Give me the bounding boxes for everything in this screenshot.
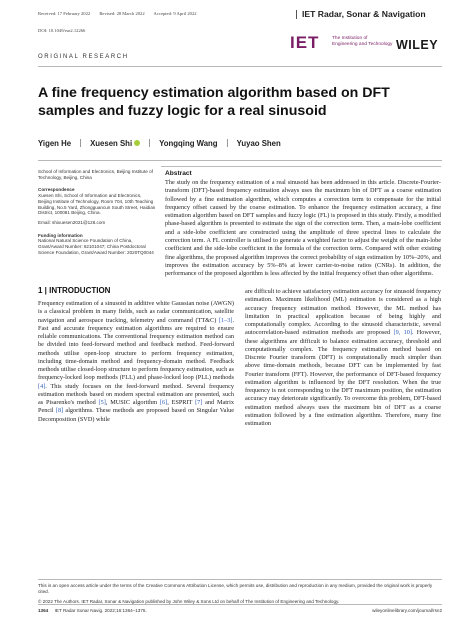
citation-link[interactable]: [9, 10]: [393, 329, 412, 337]
article-dates: [38, 11, 205, 16]
abstract-text: The study on the frequency estimation of a real sinusoid has been addressed in this article. Discrete-Fourier-transform (DFT)-based frequency estimation always uses the maximum bin of DFT as a coarse estimation followed by a fine estimation algorithm, which computes a correction term to compensate for the initial frequency offset caused by the coarse estimation. To enhance the frequency estimation accuracy, a fine estimation algorithm based on DFT samples and fuzzy logic (FL) is proposed in this study. Firstly, a modified phase-based algorithm is presented to estimate the sign of the correction term. Then, a main-lobe coefficient and a side-lobe coefficient are constructed using the amplitude of three spectral lines to calculate the correction term. A FL controller is utilised to generate a weighted factor to adjust the weight of the main-lobe coefficient and the side-lobe coefficient in the formula of the correction term. Compared with other existing fine algorithms, the proposed algorithm improves the correct probability of sign estimation by 10%–20%, and improves the estimation accuracy by 5%–8% at lower carrier-to-noise ratios (CNRs). In addition, the performance of the proposed algorithm is less affected by the initial frequency offset than other algorithms.: [165, 179, 441, 278]
citation-link[interactable]: [8]: [55, 407, 64, 415]
author-name[interactable]: Xuesen Shi: [90, 139, 133, 148]
header-rule: [38, 66, 442, 67]
citation-link[interactable]: [5]: [98, 399, 106, 406]
body-text: , ESPRIT: [167, 399, 196, 406]
abstract-heading: Abstract: [165, 170, 192, 177]
body-text: . Fast and accurate frequency estimation algorithms are required to ensure reliable communications. The conventional frequency estimation method can be divided into feed-forward method and feedback method. Feed-forward methods utilise open-loop structure to perform frequency estimation, including time-domain method and frequency-domain method. Feedback methods utilise closed-loop structure to perform frequency estimation, such as frequency-locked loop methods (FLL) and phase-locked loop (PLL) methods: [38, 316, 234, 382]
doi[interactable]: DOI: 10.1049/rsn2.12266: [38, 28, 86, 33]
author-separator: [80, 139, 81, 147]
funding-heading: Funding information: [38, 232, 83, 238]
body-text: algorithms. These methods are proposed based on Singular Value Decomposition (SVD) while: [38, 407, 234, 423]
page-number: 1364: [38, 608, 49, 613]
email-link[interactable]: Email: shixuesen2021@126.com: [38, 219, 106, 225]
journal-name[interactable]: IET Radar, Sonar & Navigation: [302, 9, 426, 19]
wiley-logo: WILEY: [396, 38, 439, 52]
accepted-date: Accepted: 9 April 2022: [153, 11, 197, 16]
author-name[interactable]: Yigen He: [38, 139, 72, 148]
correspondence-text: Xuesen Shi, School of Information and Electronics, Beijing Institute of Technology, Room 704, 10th Teaching Building, No.5 Yard, Zhongguancun South Street, Haidian District, 100081 Beijing, China.: [38, 193, 156, 216]
author-name[interactable]: Yongqing Wang: [159, 139, 218, 148]
bottom-rule: [38, 604, 442, 605]
introduction-heading: 1 | INTRODUCTION: [38, 286, 111, 295]
citation-link[interactable]: [7]: [195, 399, 203, 406]
author-separator: [227, 139, 228, 147]
body-text: are difficult to achieve satisfactory estimation accuracy for sinusoid frequency estimation. Maximum likelihood (ML) estimation is considered as a high accuracy frequency estimation method. However, the ML method has limitation in practical application because of being highly and computationally complex. According to the sinusoid characteristic, several autocorrelation-based estimation methods are proposed: [245, 288, 441, 337]
iet-institution-text: [332, 36, 392, 47]
received-date: Received: 17 February 2022: [38, 11, 91, 16]
body-text: Frequency estimation of a sinusoid in additive white Gaussian noise (AWGN) is a classical problem in many fields, such as radar communication, satellite navigation and aerospace tracking, telemetry and command (TT&C): [38, 300, 234, 324]
footer-rule: [38, 579, 442, 580]
author-rule: [38, 160, 442, 161]
iet-logo: IET: [290, 33, 320, 52]
journal-url[interactable]: wileyonlinelibrary.com/journal/rsn2: [372, 608, 442, 613]
intro-column-left: [38, 300, 234, 424]
citation-link[interactable]: [1–3]: [218, 316, 233, 324]
footer-notes: [38, 583, 442, 610]
revised-date: Revised: 28 March 2022: [99, 11, 145, 16]
copyright-text: © 2022 The Authors. IET Radar, Sonar & Navigation published by John Wiley & Sons Ltd on behalf of The Institution of Engineering and Technology.: [38, 599, 340, 605]
funding-text: National Natural Science Foundation of China, Grant/Award Number: 62101047; China Postdoctoral Science Foundation, Grant/Award Number: 2020TQ0044: [38, 238, 154, 255]
article-sidebar: [38, 169, 156, 255]
author-name[interactable]: Yuyao Shen: [236, 139, 281, 148]
iet-text-line-2: Engineering and Technology: [332, 41, 393, 47]
intro-column-right: [245, 288, 441, 428]
correspondence-heading: Correspondence: [38, 187, 75, 193]
body-text: . This study focuses on the feed-forward method. Several frequency estimation methods based on modern spectral estimation are presented, such as Pisarenko's method: [38, 382, 234, 406]
citation-link[interactable]: [6]: [159, 399, 168, 406]
body-text: . However, these algorithms are difficult to balance estimation accuracy, threshold and computationally complex. The frequency estimation method based on Discrete Fourier transform (DFT) is computationally much simpler than above time-domain methods, because DFT can be implemented by fast Fourier transform (FFT). However, the performance of DFT-based frequency estimation algorithm is influenced by the DFT resolution. When the true frequency is not corresponding to the DFT maximum position, the estimation accuracy may deteriorate significantly. To overcome this problem, DFT-based estimation method always uses the maximum bin of DFT as a coarse estimation followed by a fine estimation algorithm. Therefore, many fine estimation: [245, 329, 442, 427]
orcid-icon[interactable]: [134, 140, 140, 146]
body-text: , MUSIC algorithm: [105, 399, 160, 406]
author-list: [38, 139, 281, 148]
article-title: A fine frequency estimation algorithm based on DFT samples and fuzzy logic for a real sinusoid: [38, 85, 390, 119]
section-tag: ORIGINAL RESEARCH: [38, 54, 129, 60]
citation-link[interactable]: [4]: [38, 382, 46, 390]
affiliation: School of Information and Electronics, Beijing Institute of Technology, Beijing, China: [38, 169, 153, 180]
license-text: This is an open access article under the terms of the Creative Commons Attribution License, which permits use, distribution and reproduction in any medium, provided the original work is properly cited.: [38, 583, 433, 595]
body-text: and Matrix Pencil: [38, 399, 234, 415]
header-divider: [296, 10, 297, 19]
iet-text-line-1: The Institution of: [332, 36, 368, 41]
page-footer: [38, 608, 442, 613]
citation-line: IET Radar Sonar Navig. 2022;16:1364–1375.: [54, 608, 147, 613]
author-separator: [149, 139, 150, 147]
